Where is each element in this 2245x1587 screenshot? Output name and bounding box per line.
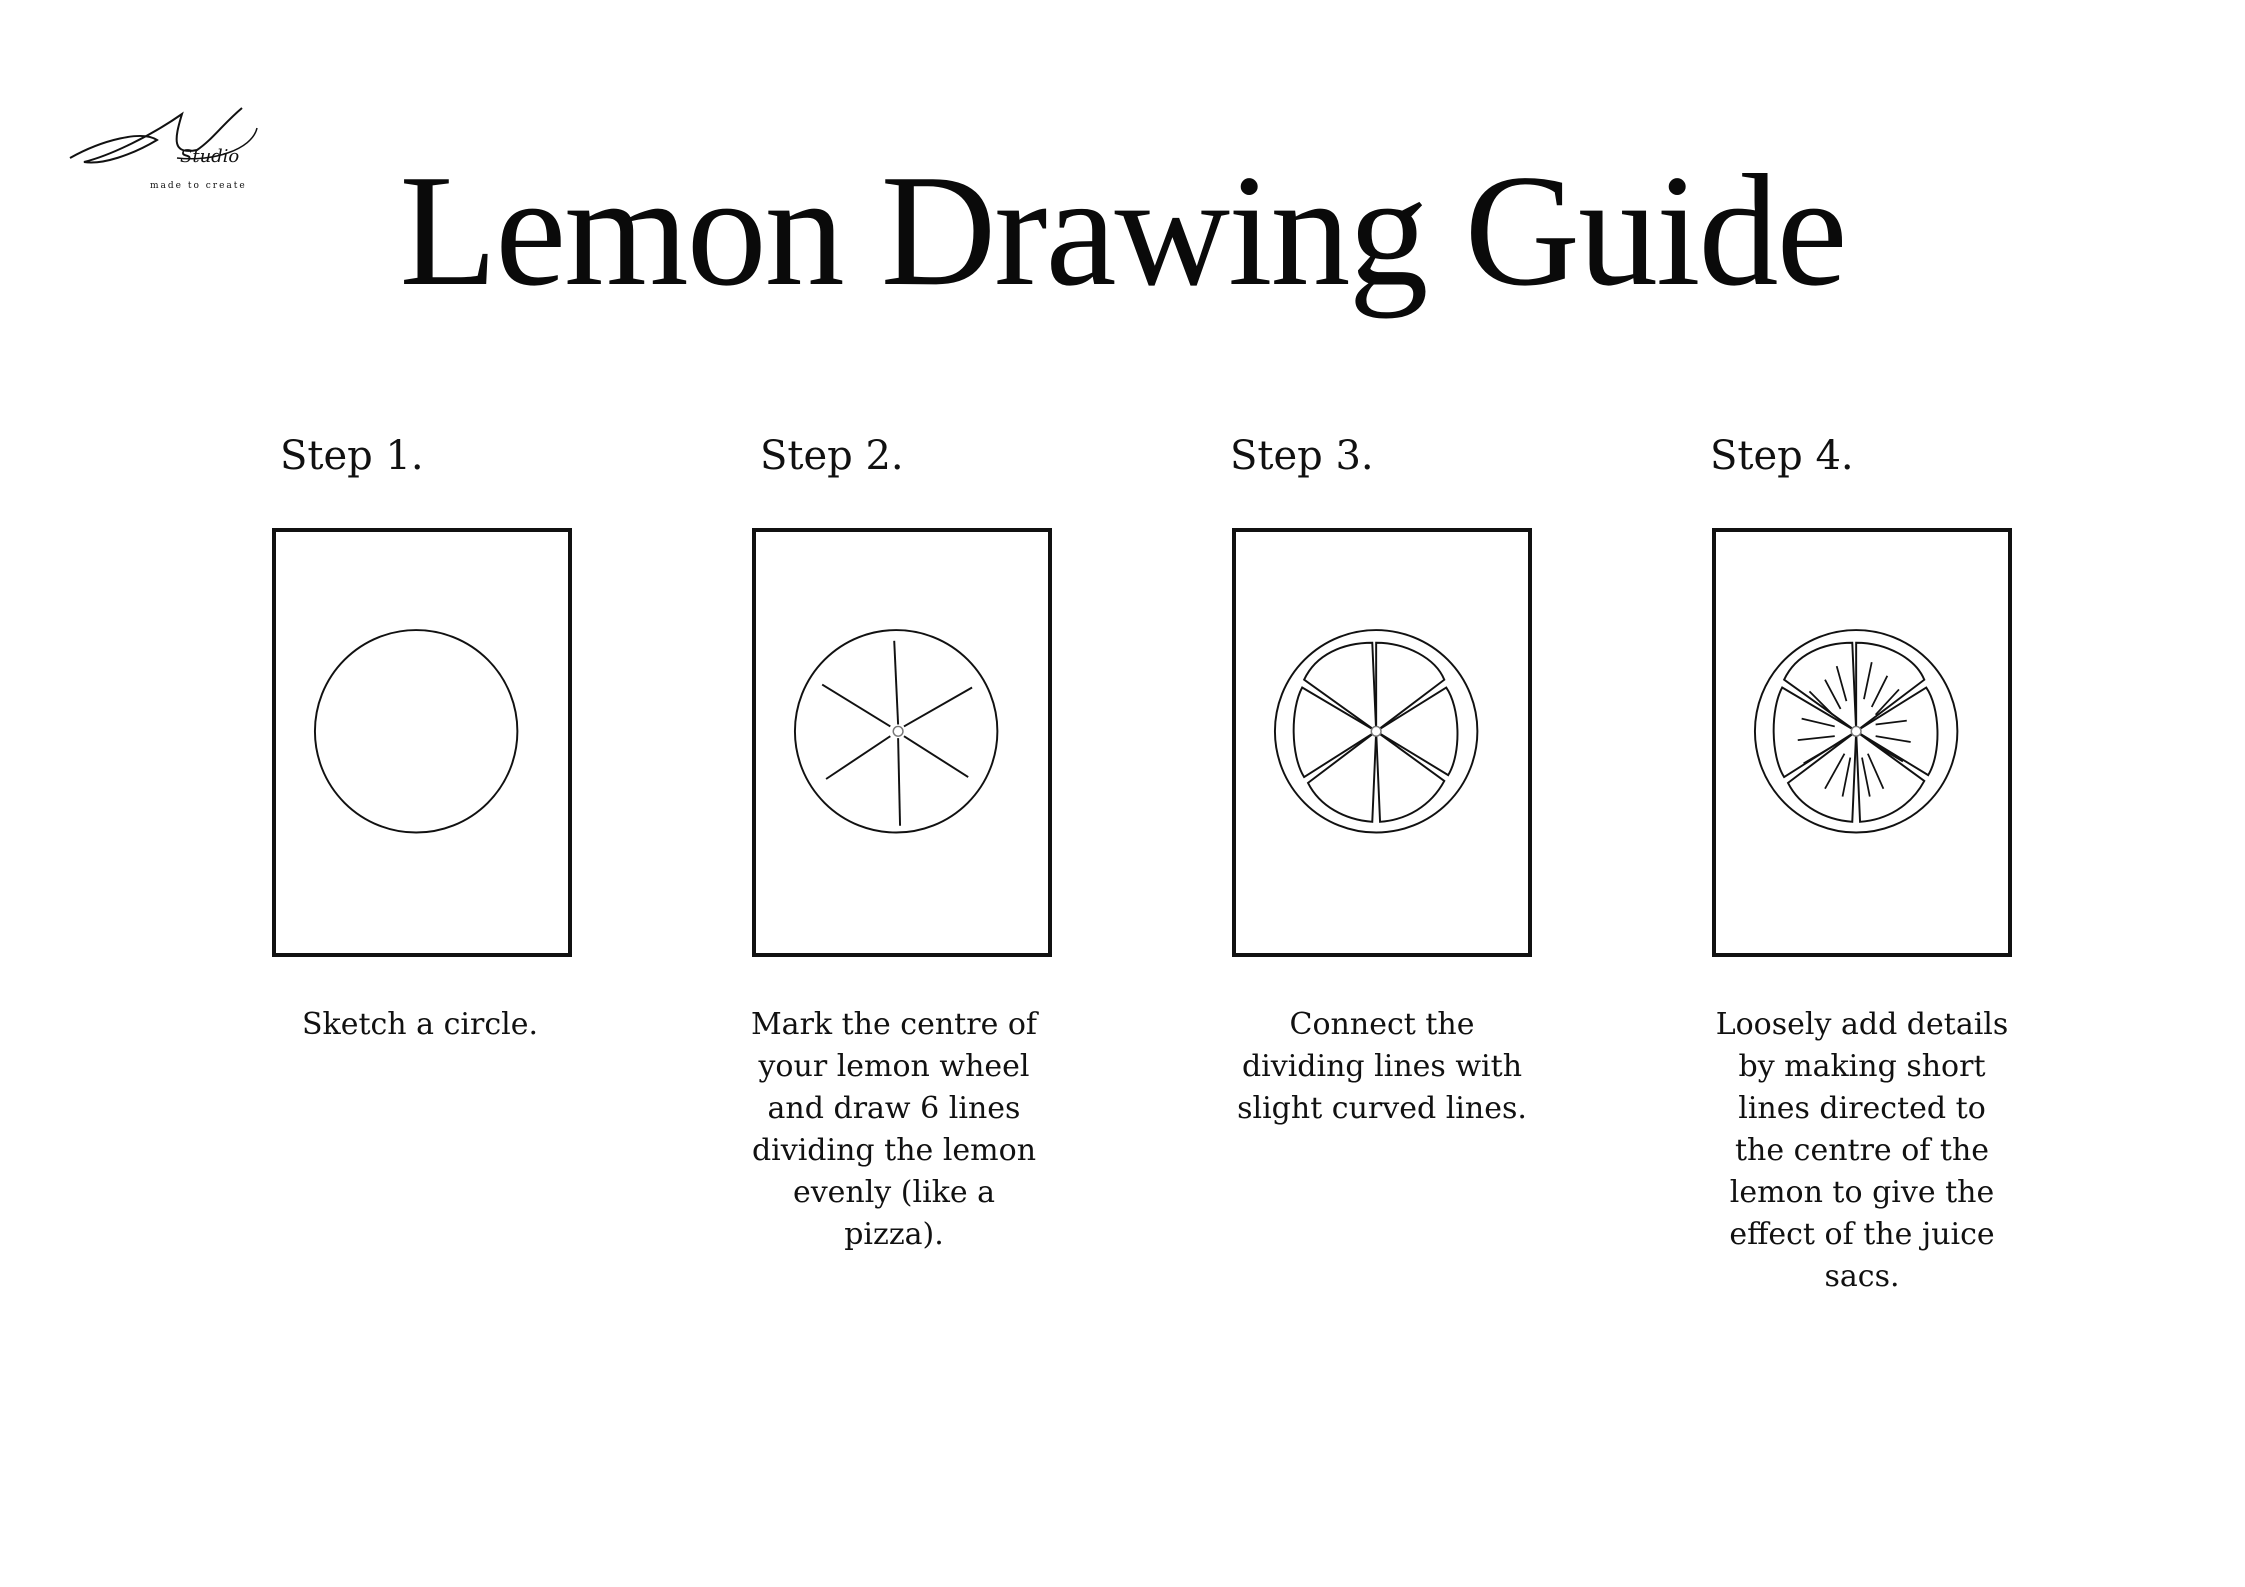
page-title: Lemon Drawing Guide (399, 141, 1846, 319)
lemon-detailed-icon (1716, 532, 2008, 953)
step-label: Step 4. (1710, 433, 1854, 479)
circle-icon (276, 532, 568, 953)
lemon-segments-icon (1236, 532, 1528, 953)
step-frame (1232, 528, 1532, 957)
step-label: Step 3. (1230, 433, 1374, 479)
step-frame (752, 528, 1052, 957)
logo-tagline: made to create (150, 181, 247, 191)
logo-text: Studio (180, 146, 240, 167)
step-label: Step 1. (280, 433, 424, 479)
step-caption: Loosely add details by making short lines directed to the centre of the lemon to give the effect of the juice sacs. (1715, 1007, 2009, 1294)
step-caption: Connect the dividing lines with slight curved lines. (1237, 1007, 1527, 1126)
step-frame (272, 528, 572, 957)
step-frame (1712, 528, 2012, 957)
step-label: Step 2. (760, 433, 904, 479)
lemon-divided-icon (756, 532, 1048, 953)
step-caption: Mark the centre of your lemon wheel and draw 6 lines dividing the lemon evenly (like a pizza). (750, 1007, 1038, 1252)
step-caption: Sketch a circle. (301, 1007, 539, 1042)
